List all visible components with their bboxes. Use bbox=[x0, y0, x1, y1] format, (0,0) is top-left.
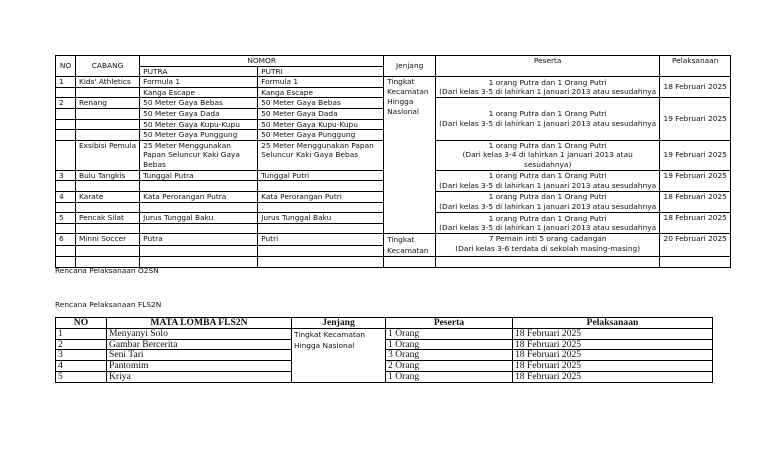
row-no: 1 bbox=[56, 328, 107, 339]
header-putri: PUTRI bbox=[258, 66, 384, 77]
table-row bbox=[56, 328, 713, 339]
row-putri: Putri bbox=[258, 234, 384, 246]
row-putra: 50 Meter Gaya Punggung bbox=[140, 130, 258, 141]
row-tanggal: 18 Februari 2025 bbox=[513, 339, 713, 350]
row-putra: Jurus Tunggal Baku bbox=[140, 213, 258, 224]
row-mata-lomba: Pantomim bbox=[107, 361, 292, 372]
header-peserta: Peserta bbox=[436, 56, 660, 77]
row-cabang: Karate bbox=[76, 191, 140, 202]
row-tanggal: 19 Februari 2025 bbox=[660, 170, 731, 191]
row-cabang bbox=[76, 119, 140, 130]
row-putri: Kata Perorangan Putri bbox=[258, 191, 384, 202]
row-tanggal: 18 Februari 2025 bbox=[660, 213, 731, 234]
row-cabang bbox=[76, 181, 140, 192]
header-putra: PUTRA bbox=[140, 66, 258, 77]
row-no bbox=[56, 223, 76, 234]
header-cabang: CABANG bbox=[76, 56, 140, 77]
header-row bbox=[56, 56, 731, 67]
peserta-line-2: (Dari kelas 3-5 di lahirkan 1 januari 2013 atau sesudahnya bbox=[439, 223, 657, 233]
row-no: 2 bbox=[56, 98, 76, 109]
row-no bbox=[56, 140, 76, 170]
row-putri: Formula 1 bbox=[258, 77, 384, 88]
row-no: 6 bbox=[56, 234, 76, 246]
empty-cell bbox=[660, 257, 731, 268]
peserta-line-2: (Dari kelas 3-5 di lahirkan 1 januari 2013 atau sesudahnya bbox=[439, 202, 657, 212]
row-cabang bbox=[76, 245, 140, 257]
row-cabang bbox=[76, 87, 140, 98]
jenjang-line-1: Tingkat Kecamatan bbox=[294, 329, 366, 339]
row-jenjang: Tingkat Kecamatan bbox=[384, 234, 436, 257]
row-no bbox=[56, 130, 76, 141]
row-tanggal: 18 Februari 2025 bbox=[513, 350, 713, 361]
peserta-line-2: (Dari kelas 3-5 di lahirkan 1 januari 2013 atau sesudahnya bbox=[439, 180, 657, 190]
row-tanggal: 18 Februari 2025 bbox=[660, 191, 731, 212]
row-putra bbox=[140, 245, 258, 257]
header-nomor: NOMOR bbox=[140, 56, 384, 67]
header-pelaksanaan: Pelaksanaan bbox=[660, 56, 731, 77]
row-putra bbox=[140, 202, 258, 213]
table-row bbox=[56, 77, 731, 88]
row-peserta: 1 Orang bbox=[386, 328, 513, 339]
row-tanggal: 18 Februari 2025 bbox=[513, 371, 713, 382]
empty-cell bbox=[258, 257, 384, 268]
row-no bbox=[56, 202, 76, 213]
label-o2sn: Rencana Pelaksanaan O2SN bbox=[55, 266, 159, 275]
peserta-line-1: 1 orang Putra dan 1 Orang Putri bbox=[488, 77, 607, 87]
header-jenjang: Jenjang bbox=[292, 318, 386, 329]
row-tanggal: 20 Februari 2025 bbox=[660, 234, 731, 257]
peserta-line-1: 1 orang Putra dan 1 Orang Putri bbox=[488, 192, 607, 202]
row-no: 2 bbox=[56, 339, 107, 350]
peserta-line-1: 1 orang Putra dan 1 Orang Putri bbox=[488, 213, 607, 223]
row-cabang: Minni Soccer bbox=[76, 234, 140, 246]
row-putra bbox=[140, 181, 258, 192]
peserta-line-1: 7 Pemain inti 5 orang cadangan bbox=[488, 234, 607, 244]
row-putra: Tunggal Putra bbox=[140, 170, 258, 181]
row-putri: Kanga Escape bbox=[258, 87, 384, 98]
row-peserta bbox=[436, 213, 660, 234]
row-peserta: 1 Orang bbox=[386, 339, 513, 350]
row-putri: 50 Meter Gaya Bebas bbox=[258, 98, 384, 109]
row-cabang: Renang bbox=[76, 98, 140, 109]
row-cabang bbox=[76, 202, 140, 213]
row-tanggal: 19 Februari 2025 bbox=[660, 140, 731, 170]
row-putra: Kata Perorangan Putra bbox=[140, 191, 258, 202]
row-putri: 50 Meter Gaya Punggung bbox=[258, 130, 384, 141]
row-putra: Putra bbox=[140, 234, 258, 246]
header-jenjang: Jenjang bbox=[384, 56, 436, 77]
row-no bbox=[56, 119, 76, 130]
row-peserta: 3 Orang bbox=[386, 350, 513, 361]
row-tanggal: 19 Februari 2025 bbox=[660, 98, 731, 140]
row-putri: 50 Meter Gaya Kupu-Kupu bbox=[258, 119, 384, 130]
header-peserta: Peserta bbox=[386, 318, 513, 329]
row-jenjang bbox=[292, 328, 386, 382]
row-mata-lomba: Menyanyi Solo bbox=[107, 328, 292, 339]
header-no: NO bbox=[56, 56, 76, 77]
row-tanggal: 18 Februari 2025 bbox=[513, 361, 713, 372]
row-putri bbox=[258, 202, 384, 213]
row-mata-lomba: Kriya bbox=[107, 371, 292, 382]
row-putri bbox=[258, 223, 384, 234]
row-peserta: 2 Orang bbox=[386, 361, 513, 372]
row-peserta bbox=[436, 140, 660, 170]
row-putri: 25 Meter Menggunakan Papan Seluncur Kaki Gaya Bebas bbox=[258, 140, 384, 170]
row-mata-lomba: Seni Tari bbox=[107, 350, 292, 361]
row-peserta bbox=[436, 98, 660, 140]
row-putra: 50 Meter Gaya Dada bbox=[140, 108, 258, 119]
row-putra: 25 Meter Menggunakan Papan Seluncur Kaki Gaya Bebas bbox=[140, 140, 258, 170]
row-tanggal: 18 Februari 2025 bbox=[660, 77, 731, 98]
row-no: 5 bbox=[56, 213, 76, 224]
row-putri: Tunggal Putri bbox=[258, 170, 384, 181]
row-peserta bbox=[436, 77, 660, 98]
row-tanggal: 18 Februari 2025 bbox=[513, 328, 713, 339]
row-putra: Kanga Escape bbox=[140, 87, 258, 98]
row-putra: 50 Meter Gaya Bebas bbox=[140, 98, 258, 109]
peserta-line-2: (Dari kelas 3-5 di lahirkan 1 januari 2013 atau sesudahnya bbox=[439, 119, 657, 129]
row-putri bbox=[258, 181, 384, 192]
header-no: NO bbox=[56, 318, 107, 329]
row-no: 1 bbox=[56, 77, 76, 88]
fls2n-table bbox=[55, 317, 713, 383]
jenjang-line-2: Hingga Nasional bbox=[294, 340, 355, 350]
row-mata-lomba: Gambar Bercerita bbox=[107, 339, 292, 350]
row-putri: 50 Meter Gaya Dada bbox=[258, 108, 384, 119]
peserta-line-2: (Dari kelas 3-6 terdata di sekolah masing-masing) bbox=[455, 243, 641, 253]
row-cabang bbox=[76, 130, 140, 141]
row-putra: Formula 1 bbox=[140, 77, 258, 88]
row-cabang bbox=[76, 223, 140, 234]
row-peserta bbox=[436, 191, 660, 212]
row-cabang: Bulu Tangkis bbox=[76, 170, 140, 181]
row-no: 4 bbox=[56, 361, 107, 372]
empty-cell bbox=[436, 257, 660, 268]
row-no: 5 bbox=[56, 371, 107, 382]
row-cabang: Kids' Athletics bbox=[76, 77, 140, 88]
row-putri: Jurus Tunggal Baku bbox=[258, 213, 384, 224]
peserta-line-1: 1 orang Putra dan 1 Orang Putri bbox=[488, 140, 607, 150]
row-putra bbox=[140, 223, 258, 234]
row-no bbox=[56, 181, 76, 192]
row-no: 3 bbox=[56, 170, 76, 181]
row-peserta bbox=[436, 234, 660, 257]
peserta-line-2: (Dari kelas 3-5 di lahirkan 1 januari 2013 atau sesudahnya bbox=[439, 87, 657, 97]
row-no: 3 bbox=[56, 350, 107, 361]
row-no: 4 bbox=[56, 191, 76, 202]
peserta-line-1: 1 orang Putra dan 1 Orang Putri bbox=[488, 109, 607, 119]
empty-cell bbox=[384, 257, 436, 268]
o2sn-table bbox=[55, 55, 731, 268]
row-no bbox=[56, 245, 76, 257]
peserta-line-2: (Dari kelas 3-4 di lahirkan 1 januari 2013 atau sesudahnya) bbox=[462, 150, 633, 170]
header-row bbox=[56, 318, 713, 329]
peserta-line-1: 1 orang Putra dan 1 Orang Putri bbox=[488, 171, 607, 181]
row-putra: 50 Meter Gaya Kupu-Kupu bbox=[140, 119, 258, 130]
row-peserta: 1 Orang bbox=[386, 371, 513, 382]
row-no bbox=[56, 108, 76, 119]
row-cabang bbox=[76, 108, 140, 119]
row-no bbox=[56, 87, 76, 98]
label-fls2n: Rencana Pelaksanaan FLS2N bbox=[55, 300, 162, 309]
row-cabang: Pencak Silat bbox=[76, 213, 140, 224]
row-putri bbox=[258, 245, 384, 257]
row-peserta bbox=[436, 170, 660, 191]
jenjang-national: Tingkat Kecamatan Hingga Nasional bbox=[384, 77, 436, 234]
header-pelaksanaan: Pelaksanaan bbox=[513, 318, 713, 329]
row-cabang: Exsibisi Pemula bbox=[76, 140, 140, 170]
table-row bbox=[56, 234, 731, 246]
header-mata-lomba: MATA LOMBA FLS2N bbox=[107, 318, 292, 329]
